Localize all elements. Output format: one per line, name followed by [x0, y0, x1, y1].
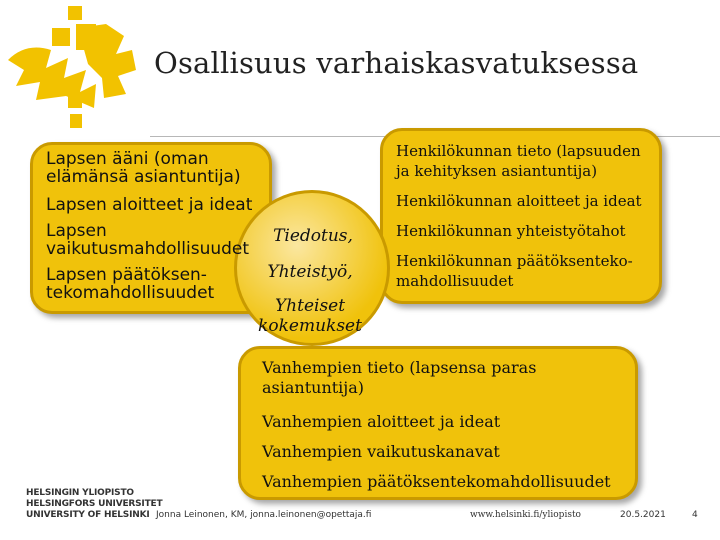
- child-decision-label-2: tekomahdollisuudet: [46, 283, 215, 303]
- university-name-sv: HELSINGFORS UNIVERSITET: [26, 499, 163, 509]
- staff-decision-label-2: mahdollisuudet: [396, 272, 514, 290]
- child-voice-label-2: elämänsä asiantuntija): [46, 167, 241, 187]
- parent-knowledge-label-2: asiantuntija): [262, 378, 365, 397]
- parent-initiatives-label: Vanhempien aloitteet ja ideat: [262, 412, 501, 431]
- footer-date: 20.5.2021: [620, 510, 666, 520]
- university-name-en: UNIVERSITY OF HELSINKI: [26, 510, 150, 520]
- staff-partners-label: Henkilökunnan yhteistyötahot: [396, 222, 626, 240]
- footer-author: Jonna Leinonen, KM, jonna.leinonen@opettaja.fi: [156, 510, 372, 520]
- parent-knowledge-label: Vanhempien tieto (lapsensa paras: [262, 358, 537, 377]
- child-decision-label: Lapsen päätöksen-: [46, 265, 207, 285]
- staff-knowledge-label-2: ja kehityksen asiantuntija): [396, 162, 598, 180]
- staff-initiatives-label: Henkilökunnan aloitteet ja ideat: [396, 192, 642, 210]
- center-label-experiences: kokemukset: [258, 316, 362, 336]
- footer-page-number: 4: [692, 510, 698, 520]
- center-label-information: Tiedotus,: [273, 226, 353, 246]
- center-label-shared: Yhteiset: [274, 296, 346, 316]
- child-initiatives-label: Lapsen aloitteet ja ideat: [46, 195, 253, 215]
- child-influence-label-2: vaikutusmahdollisuudet: [46, 239, 250, 259]
- staff-knowledge-label: Henkilökunnan tieto (lapsuuden: [396, 142, 641, 160]
- parent-decision-label: Vanhempien päätöksentekomahdollisuudet: [262, 472, 611, 491]
- child-influence-label: Lapsen: [46, 221, 107, 241]
- page-title: Osallisuus varhaiskasvatuksessa: [154, 46, 639, 80]
- child-voice-label: Lapsen ääni (oman: [46, 149, 209, 169]
- footer-url: www.helsinki.fi/yliopisto: [470, 510, 581, 520]
- university-name-fi: HELSINGIN YLIOPISTO: [26, 488, 134, 498]
- parent-channels-label: Vanhempien vaikutuskanavat: [262, 442, 500, 461]
- center-label-cooperation: Yhteistyö,: [267, 262, 353, 282]
- staff-decision-label: Henkilökunnan päätöksenteko-: [396, 252, 633, 270]
